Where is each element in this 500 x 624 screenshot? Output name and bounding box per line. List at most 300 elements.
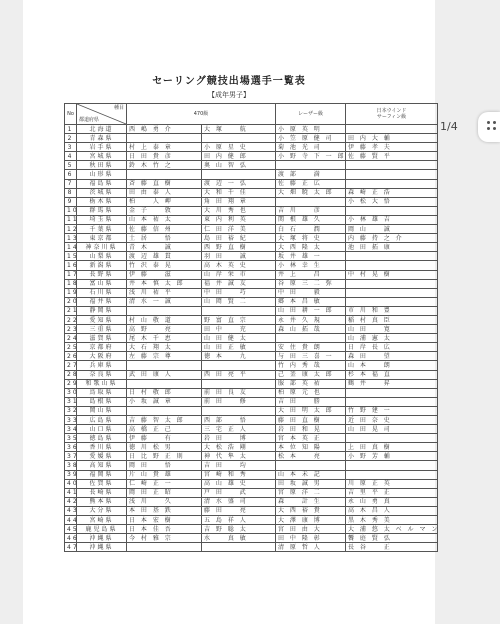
cell-windsurf: 永 山 勇 真 (346, 497, 438, 506)
cell-laser: 己 釜 康 太 郎 (276, 370, 346, 379)
cell-prefecture: 静岡県 (77, 306, 127, 315)
cell-470-crew: 山 岸 栄 市 (202, 270, 276, 279)
cell-470-helm: 浅 川 祐 平 (127, 288, 202, 297)
cell-windsurf (346, 297, 438, 306)
cell-prefecture: 佐賀県 (77, 479, 127, 488)
cell-windsurf: 鶴 井 昇 (346, 379, 438, 388)
cell-windsurf: 岡 山 誠 (346, 225, 438, 234)
cell-no: 37 (65, 452, 77, 461)
table-row (65, 525, 438, 534)
cell-470-helm: 柏 人 岬 (127, 197, 202, 206)
cell-windsurf (346, 125, 438, 134)
cell-no: 12 (65, 225, 77, 234)
table-row (65, 388, 438, 397)
cell-no: 14 (65, 243, 77, 252)
cell-laser: 中 田 毅 (276, 288, 346, 297)
cell-470-helm: 武 田 康 人 (127, 370, 202, 379)
cell-laser: 白 石 潤 (276, 225, 346, 234)
table-row (65, 134, 438, 143)
cell-laser: 谷 原 三 二 弥 (276, 279, 346, 288)
cell-laser: 永 井 久 規 (276, 315, 346, 324)
table-row (65, 325, 438, 334)
cell-laser: 安 住 貴 朗 (276, 343, 346, 352)
cell-windsurf: 佐 藤 賢 平 (346, 152, 438, 161)
table-row (65, 152, 438, 161)
table-row (65, 352, 438, 361)
cell-prefecture: 岡山県 (77, 406, 127, 415)
cell-470-crew: 小 原 星 史 (202, 143, 276, 152)
cell-no: 17 (65, 270, 77, 279)
cell-470-helm (127, 406, 202, 415)
cell-470-crew: 福 井 誠 友 (202, 279, 276, 288)
table-row (65, 270, 438, 279)
table-row (65, 370, 438, 379)
cell-no: 36 (65, 443, 77, 452)
cell-no: 11 (65, 215, 77, 224)
cell-no: 38 (65, 461, 77, 470)
table-row (65, 497, 438, 506)
cell-laser: 吉 川 彦 (276, 206, 346, 215)
cell-470-helm: 渡 辺 雄 貫 (127, 252, 202, 261)
cell-470-crew (202, 379, 276, 388)
table-row (65, 279, 438, 288)
cell-laser: 吉 田 勝 (276, 397, 346, 406)
cell-470-crew: 渡 辺 一 弘 (202, 179, 276, 188)
cell-no: 18 (65, 279, 77, 288)
cell-windsurf: 市 川 和 豊 (346, 306, 438, 315)
cell-laser: 菊 池 光 司 (276, 143, 346, 152)
cell-windsurf: 小 野 芳 輔 (346, 452, 438, 461)
cell-laser: 宮 原 洋 二 (276, 488, 346, 497)
cell-no: 44 (65, 516, 77, 525)
cell-470-crew: 仁 田 洋 美 (202, 225, 276, 234)
cell-windsurf: 内 藤 持 之 介 (346, 234, 438, 243)
cell-470-helm: 岡 田 正 昭 (127, 488, 202, 497)
cell-no: 5 (65, 161, 77, 170)
table-row (65, 470, 438, 479)
cell-no: 16 (65, 261, 77, 270)
cell-windsurf: 森 崎 正 浩 (346, 188, 438, 197)
cell-laser: 郷 本 昌 敏 (276, 297, 346, 306)
cell-470-crew: 山 岡 賢 二 (202, 297, 276, 306)
cell-windsurf (346, 434, 438, 443)
cell-no: 2 (65, 134, 77, 143)
cell-470-crew: 前 田 修 (202, 397, 276, 406)
cell-470-helm: 高 橋 正 己 (127, 425, 202, 434)
cell-no: 6 (65, 170, 77, 179)
table-row (65, 234, 438, 243)
cell-prefecture: 岩手県 (77, 143, 127, 152)
cell-470-crew: 西 部 悟 (202, 416, 276, 425)
cell-prefecture: 大分県 (77, 506, 127, 515)
cell-no: 32 (65, 406, 77, 415)
cell-prefecture: 京都府 (77, 343, 127, 352)
header-470-class: 470級 (127, 104, 276, 125)
cell-prefecture: 山形県 (77, 170, 127, 179)
cell-prefecture: 宮崎県 (77, 516, 127, 525)
cell-470-helm: 井 本 慎 太 郎 (127, 279, 202, 288)
cell-laser: 小 原 英 明 (276, 125, 346, 134)
cell-no: 39 (65, 470, 77, 479)
cell-470-crew: 三 宅 正 人 (202, 425, 276, 434)
cell-470-helm: 浅 川 久 (127, 497, 202, 506)
cell-windsurf: 稲 村 真 臣 (346, 315, 438, 324)
cell-no: 10 (65, 206, 77, 215)
cell-laser: 大 田 明 太 郎 (276, 406, 346, 415)
cell-470-crew: 戸 田 武 (202, 488, 276, 497)
table-row (65, 315, 438, 324)
cell-laser: 田 中 隆 彰 (276, 534, 346, 543)
cell-windsurf: 黒 木 秀 美 (346, 516, 438, 525)
cell-470-crew (202, 361, 276, 370)
cell-laser: 大 西 隆 太 (276, 243, 346, 252)
table-row (65, 297, 438, 306)
header-laser-class: レーザー級 (276, 104, 346, 125)
table-row (65, 206, 438, 215)
cell-no: 13 (65, 234, 77, 243)
cell-windsurf: 川 原 正 英 (346, 479, 438, 488)
cell-no: 26 (65, 352, 77, 361)
cell-windsurf: 長 谷 正 (346, 543, 438, 552)
cell-windsurf (346, 252, 438, 261)
cell-laser: 大 塚 将 史 (276, 234, 346, 243)
cell-prefecture: 北海道 (77, 125, 127, 134)
cell-no: 29 (65, 379, 77, 388)
cell-470-crew (202, 170, 276, 179)
cell-windsurf (346, 470, 438, 479)
cell-470-helm: 尾 木 千 恵 (127, 334, 202, 343)
table-row (65, 306, 438, 315)
header-windsurf-line1: 日本ウインド (376, 108, 407, 114)
cell-prefecture: 愛知県 (77, 315, 127, 324)
table-row (65, 125, 438, 134)
cell-laser (276, 161, 346, 170)
cell-prefecture: 広島県 (77, 416, 127, 425)
cell-laser (276, 197, 346, 206)
cell-no: 25 (65, 343, 77, 352)
cell-prefecture: 鳥取県 (77, 388, 127, 397)
table-row (65, 534, 438, 543)
cell-laser: 渡 部 満 (276, 170, 346, 179)
cell-prefecture: 山梨県 (77, 252, 127, 261)
cell-windsurf: 近 田 奈 史 (346, 416, 438, 425)
cell-470-crew: 藤 田 亮 (202, 506, 276, 515)
cell-470-crew: 田 内 健 郎 (202, 152, 276, 161)
cell-windsurf: 山 田 寛 (346, 325, 438, 334)
cell-470-helm: 片 山 貴 雄 (127, 470, 202, 479)
cell-no: 1 (65, 125, 77, 134)
roster-table (64, 103, 438, 552)
cell-prefecture: 千葉県 (77, 225, 127, 234)
cell-laser: 本 位 知 陽 (276, 443, 346, 452)
cell-laser: 井 上 昌 (276, 270, 346, 279)
cell-prefecture: 長崎県 (77, 488, 127, 497)
cell-windsurf (346, 288, 438, 297)
cell-470-helm: 山 本 祐 太 (127, 215, 202, 224)
table-row (65, 516, 438, 525)
header-pref-corner (77, 104, 127, 125)
cell-laser: 藤 田 直 樹 (276, 416, 346, 425)
cell-470-crew (202, 406, 276, 415)
table-row (65, 443, 438, 452)
cell-470-crew: 島 田 裕 紀 (202, 234, 276, 243)
cell-470-helm (127, 134, 202, 143)
cell-no: 21 (65, 306, 77, 315)
cell-prefecture: 富山県 (77, 279, 127, 288)
cell-no: 45 (65, 525, 77, 534)
cell-470-crew: 前 田 良 友 (202, 388, 276, 397)
cell-laser: 坂 井 雄 一 (276, 252, 346, 261)
table-row (65, 143, 438, 152)
cell-windsurf: 小 林 雄 吉 (346, 215, 438, 224)
cell-470-crew: 高 木 英 史 (202, 261, 276, 270)
cell-470-helm: 清 水 一 誠 (127, 297, 202, 306)
table-row (65, 170, 438, 179)
cell-no: 30 (65, 388, 77, 397)
cell-laser: 田 坂 誠 男 (276, 479, 346, 488)
cell-prefecture: 神奈川県 (77, 243, 127, 252)
cell-laser: 森 山 拓 哉 (276, 325, 346, 334)
cell-prefecture: 山口県 (77, 425, 127, 434)
cell-470-crew: 高 山 雄 史 (202, 479, 276, 488)
table-row (65, 425, 438, 434)
cell-laser: 佐 藤 正 広 (276, 179, 346, 188)
cell-laser: 森 計 生 (276, 497, 346, 506)
cell-470-helm: 日 比 野 正 則 (127, 452, 202, 461)
header-event-label: 種目 (113, 105, 124, 111)
table-row (65, 243, 438, 252)
cell-470-helm: 村 山 敬 道 (127, 315, 202, 324)
header-windsurf-class (346, 104, 438, 125)
cell-prefecture: 鹿児島県 (77, 525, 127, 534)
more-options-button[interactable] (478, 112, 500, 142)
cell-prefecture: 茨城県 (77, 188, 127, 197)
table-row (65, 543, 438, 552)
cell-prefecture: 島根県 (77, 397, 127, 406)
cell-windsurf: 上 田 真 樹 (346, 443, 438, 452)
cell-no: 15 (65, 252, 77, 261)
cell-470-helm: 大 石 翔 太 (127, 343, 202, 352)
cell-no: 24 (65, 334, 77, 343)
cell-windsurf: 田 内 大 輔 (346, 134, 438, 143)
cell-470-helm: 吉 藤 智 太 郎 (127, 416, 202, 425)
cell-prefecture: 沖縄県 (77, 543, 127, 552)
table-row (65, 343, 438, 352)
cell-470-crew: 山 田 正 敏 (202, 343, 276, 352)
cell-no: 28 (65, 370, 77, 379)
table-row (65, 416, 438, 425)
cell-470-helm: 鈴 木 竹 之 (127, 161, 202, 170)
cell-prefecture: 愛媛県 (77, 452, 127, 461)
cell-windsurf: 竹 野 建 一 (346, 406, 438, 415)
cell-470-helm (127, 379, 202, 388)
cell-no: 31 (65, 397, 77, 406)
cell-470-crew: 大 松 浩 剛 (202, 443, 276, 452)
cell-windsurf (346, 261, 438, 270)
table-row (65, 434, 438, 443)
cell-470-helm: 今 村 雅 宗 (127, 534, 202, 543)
cell-470-helm: 日 本 宏 樹 (127, 516, 202, 525)
table-row (65, 188, 438, 197)
cell-laser: 清 原 哲 人 (276, 543, 346, 552)
page-indicator: 1/4 (440, 120, 458, 133)
cell-no: 19 (65, 288, 77, 297)
cell-windsurf: 中 村 晃 樹 (346, 270, 438, 279)
cell-laser: 山 田 耕 一 郎 (276, 306, 346, 315)
cell-prefecture: 滋賀県 (77, 334, 127, 343)
cell-470-crew: 野 富 直 宗 (202, 315, 276, 324)
cell-470-helm: 青 木 誠 (127, 243, 202, 252)
cell-windsurf: 山 本 朗 (346, 361, 438, 370)
cell-no: 27 (65, 361, 77, 370)
cell-470-crew: 角 田 翔 章 (202, 197, 276, 206)
cell-470-helm: 本 田 基 鉄 (127, 506, 202, 515)
cell-470-helm: 伊 藤 滋 (127, 270, 202, 279)
cell-470-helm: 田 由 泰 人 (127, 188, 202, 197)
cell-470-helm: 日 本 佳 吾 (127, 525, 202, 534)
cell-windsurf: 吉 里 平 正 (346, 488, 438, 497)
cell-windsurf: 伊 藤 孝 夫 (346, 143, 438, 152)
cell-prefecture: 奈良県 (77, 370, 127, 379)
table-row (65, 161, 438, 170)
cell-no: 41 (65, 488, 77, 497)
table-row (65, 261, 438, 270)
cell-laser: 宮 田 由 大 (276, 525, 346, 534)
cell-windsurf: 池 田 拓 康 (346, 243, 438, 252)
cell-470-crew (202, 543, 276, 552)
cell-prefecture: 石川県 (77, 288, 127, 297)
cell-laser: 宮 本 英 正 (276, 434, 346, 443)
table-row (65, 197, 438, 206)
cell-470-helm (127, 306, 202, 315)
table-row (65, 252, 438, 261)
cell-470-helm: 斉 藤 直 樹 (127, 179, 202, 188)
cell-windsurf: 山 浦 憲 太 (346, 334, 438, 343)
cell-windsurf (346, 206, 438, 215)
cell-470-helm (127, 170, 202, 179)
header-windsurf-line2: サーフィン級 (376, 114, 407, 120)
cell-470-helm (127, 543, 202, 552)
cell-prefecture: 福井県 (77, 297, 127, 306)
cell-prefecture: 群馬県 (77, 206, 127, 215)
cell-prefecture: 徳島県 (77, 434, 127, 443)
cell-470-crew: 大 川 秀 也 (202, 206, 276, 215)
table-row (65, 288, 438, 297)
cell-laser: 与 田 三 喜 一 (276, 352, 346, 361)
cell-laser: 柏 原 元 也 (276, 388, 346, 397)
cell-laser: 小 笠 原 健 司 (276, 134, 346, 143)
table-row (65, 452, 438, 461)
cell-windsurf: 高 木 昌 人 (346, 506, 438, 515)
cell-470-helm: 西 嶋 勇 介 (127, 125, 202, 134)
cell-470-helm: 左 藤 宗 尊 (127, 352, 202, 361)
cell-laser: 大 畑 暁 太 郎 (276, 188, 346, 197)
header-prefecture-label: 都道府県 (79, 117, 100, 123)
cell-prefecture: 大阪府 (77, 352, 127, 361)
more-dots-icon (487, 121, 497, 131)
cell-windsurf: 大 浦 悠 太 ベ ル マ ン (346, 525, 438, 534)
cell-470-crew: 岩 田 博 (202, 434, 276, 443)
cell-laser: 服 部 英 祐 (276, 379, 346, 388)
cell-laser: 竹 内 秀 哉 (276, 361, 346, 370)
cell-no: 46 (65, 534, 77, 543)
cell-470-crew: 西 田 亮 平 (202, 370, 276, 379)
cell-laser: 関 根 雄 久 (276, 215, 346, 224)
cell-470-crew: 吉 野 聡 太 (202, 525, 276, 534)
table-row (65, 225, 438, 234)
cell-windsurf (346, 161, 438, 170)
cell-470-helm: 伊 藤 有 (127, 434, 202, 443)
cell-470-crew: 東 内 利 英 (202, 215, 276, 224)
cell-no: 20 (65, 297, 77, 306)
cell-windsurf (346, 461, 438, 470)
cell-windsurf (346, 170, 438, 179)
cell-windsurf: 山 田 晃 司 (346, 425, 438, 434)
table-header-row (65, 104, 438, 125)
cell-470-helm: 徳 川 松 男 (127, 443, 202, 452)
cell-no: 22 (65, 315, 77, 324)
cell-prefecture: 新潟県 (77, 261, 127, 270)
cell-no: 23 (65, 325, 77, 334)
cell-prefecture: 栃木県 (77, 197, 127, 206)
cell-470-helm: 金 子 敦 (127, 206, 202, 215)
cell-470-helm: 岡 田 悟 (127, 461, 202, 470)
table-row (65, 361, 438, 370)
cell-prefecture: 三重県 (77, 325, 127, 334)
cell-470-crew (202, 306, 276, 315)
cell-470-crew: 水 真 敏 (202, 534, 276, 543)
cell-470-helm: 日 田 貴 彦 (127, 152, 202, 161)
cell-470-crew: 五 島 祥 人 (202, 516, 276, 525)
cell-no: 42 (65, 497, 77, 506)
cell-prefecture: 福岡県 (77, 470, 127, 479)
cell-470-crew: 田 中 充 (202, 325, 276, 334)
cell-470-helm: 小 坂 誠 章 (127, 397, 202, 406)
cell-prefecture: 長野県 (77, 270, 127, 279)
table-row (65, 397, 438, 406)
cell-prefecture: 香川県 (77, 443, 127, 452)
cell-laser (276, 334, 346, 343)
cell-no: 3 (65, 143, 77, 152)
cell-laser: 松 本 亮 (276, 452, 346, 461)
cell-no: 40 (65, 479, 77, 488)
cell-no: 4 (65, 152, 77, 161)
cell-470-crew: 大 和 千 佳 (202, 188, 276, 197)
cell-no: 34 (65, 425, 77, 434)
cell-no: 8 (65, 188, 77, 197)
cell-prefecture: 福島県 (77, 179, 127, 188)
cell-470-crew: 徳 本 九 (202, 352, 276, 361)
cell-no: 9 (65, 197, 77, 206)
table-row (65, 406, 438, 415)
cell-prefecture: 埼玉県 (77, 215, 127, 224)
cell-windsurf: 日 岸 長 広 (346, 343, 438, 352)
cell-prefecture: 青森県 (77, 134, 127, 143)
cell-windsurf: 饗 庭 賢 弘 (346, 534, 438, 543)
cell-470-crew: 中 田 巧 (202, 288, 276, 297)
table-row (65, 488, 438, 497)
table-row (65, 179, 438, 188)
document-subtitle: 【成年男子】 (208, 91, 250, 99)
cell-prefecture: 沖縄県 (77, 534, 127, 543)
document-page (23, 0, 440, 624)
cell-470-helm: 日 村 敬 郎 (127, 388, 202, 397)
cell-no: 35 (65, 434, 77, 443)
table-row (65, 215, 438, 224)
cell-windsurf: 森 田 望 (346, 352, 438, 361)
cell-no: 33 (65, 416, 77, 425)
cell-no: 43 (65, 506, 77, 515)
